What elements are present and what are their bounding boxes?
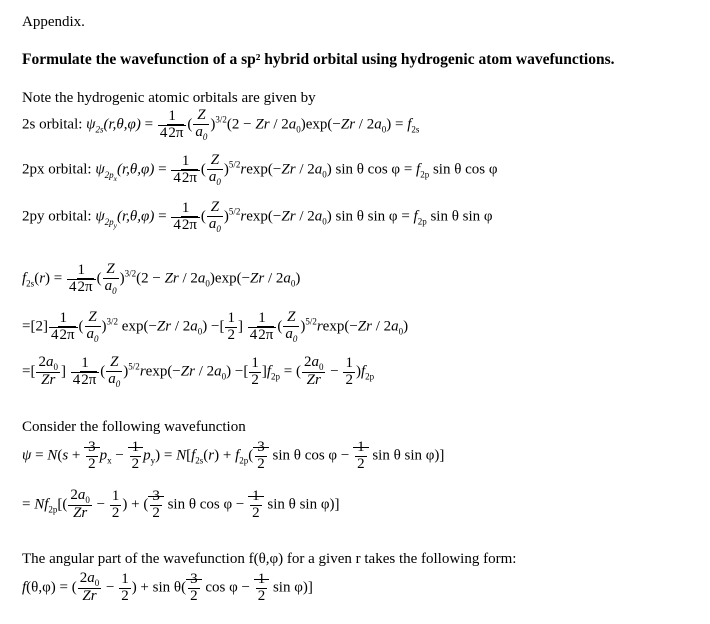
derivation-line-2: =[2] $\frac{1}{42\pi}$ ( $\frac{Z}{a_0}$ )$^{3/2}$ $\exp(-Zr / 2a_0)$ −[ $\frac{1}{2}$ ] $\frac{1}{42\pi}$ ( $\frac{Z}{a_0}$ )$^{5/2}rexp(-Zr / 2a_0)$ — [22, 309, 409, 344]
task-statement: Formulate the wavefunction of a sp² hybrid orbital using hydrogenic atom wavefunctions. — [22, 51, 615, 68]
normalization-fraction: $\frac{1}{42\pi}$ — [158, 109, 187, 142]
heading: Appendix. — [22, 14, 85, 30]
consider-text: Consider the following wavefunction — [22, 419, 246, 435]
angular-formula: f(θ,φ) = ( $\frac{2a_0}{Zr}$ − $\frac{1}{2}$ ) + sin θ( $\frac{3}{2}$ cos φ − $\frac{1}{2}$ sin φ)] — [22, 570, 313, 605]
derivation-line-3: =[ $\frac{2a_0}{Zr}$ ] $\frac{1}{42\pi}$ ( $\frac{Z}{a_0}$ )$^{5/2}rexp(-Zr / 2a_0)$ −[ $\frac{1}{2}$ ]$f_{2p}$ = ( $\frac{2a_0}{Zr}$ − $\frac{1}{2}$ )$f_{2p}$ — [22, 354, 375, 389]
wavefunction-line-2: = $Nf_{2p}$[( $\frac{2a_0}{Zr}$ − $\frac{1}{2}$ ) + ( $\frac{3}{2}$ sin θ cos φ − $\frac{1}{2}$ sin θ sin φ)] — [22, 487, 340, 522]
orbital-2s: 2s orbital: $\psi_{2s}(r,\theta,\varphi)$ = $\frac{1}{42\pi}$ ( $\frac{Z}{a_0}$ )$^{3/2}(2 - Zr / 2a_0)\exp(-Zr / 2a_0) = f_{2s}$ — [22, 107, 420, 142]
note-text: Note the hydrogenic atomic orbitals are given by — [22, 90, 316, 106]
orbital-2py: 2py orbital: $\psi_{2p_y}(r,\theta,\varphi)$ = $\frac{1}{42\pi}$ ( $\frac{Z}{a_0}$ )$^{5/2}rexp(-Zr / 2a_0)$ sin θ $\sin \varphi = f_{2p}$ sin θ sin φ — [22, 199, 493, 234]
derivation-line-1: $f_{2s}(r)$ = $\frac{1}{42\pi}$ ( $\frac{Z}{a_0}$ )$^{3/2}(2 - Zr / 2a_0)\exp(-Zr / 2a_0)$ — [22, 261, 301, 296]
angular-intro: The angular part of the wavefunction f(θ,φ) for a given r takes the following form: — [22, 551, 517, 567]
orbital-2px: 2px orbital: $\psi_{2p_x}(r,\theta,\varphi)$ = $\frac{1}{42\pi}$ ( $\frac{Z}{a_0}$ )$^{5/2}rexp(-Zr / 2a_0)$ sin θ $\cos \varphi = f_{2p}$ sin θ cos φ — [22, 152, 498, 187]
wavefunction-line-1: ψ = N(s + $\frac{3}{2}$ $p_x$ − $\frac{1}{2}$ $p_y) = N[f_{2s}(r) + f_{2p}$( $\frac{3}{2}$ sin θ cos φ − $\frac{1}{2}$ sin θ sin φ)] — [22, 439, 445, 472]
